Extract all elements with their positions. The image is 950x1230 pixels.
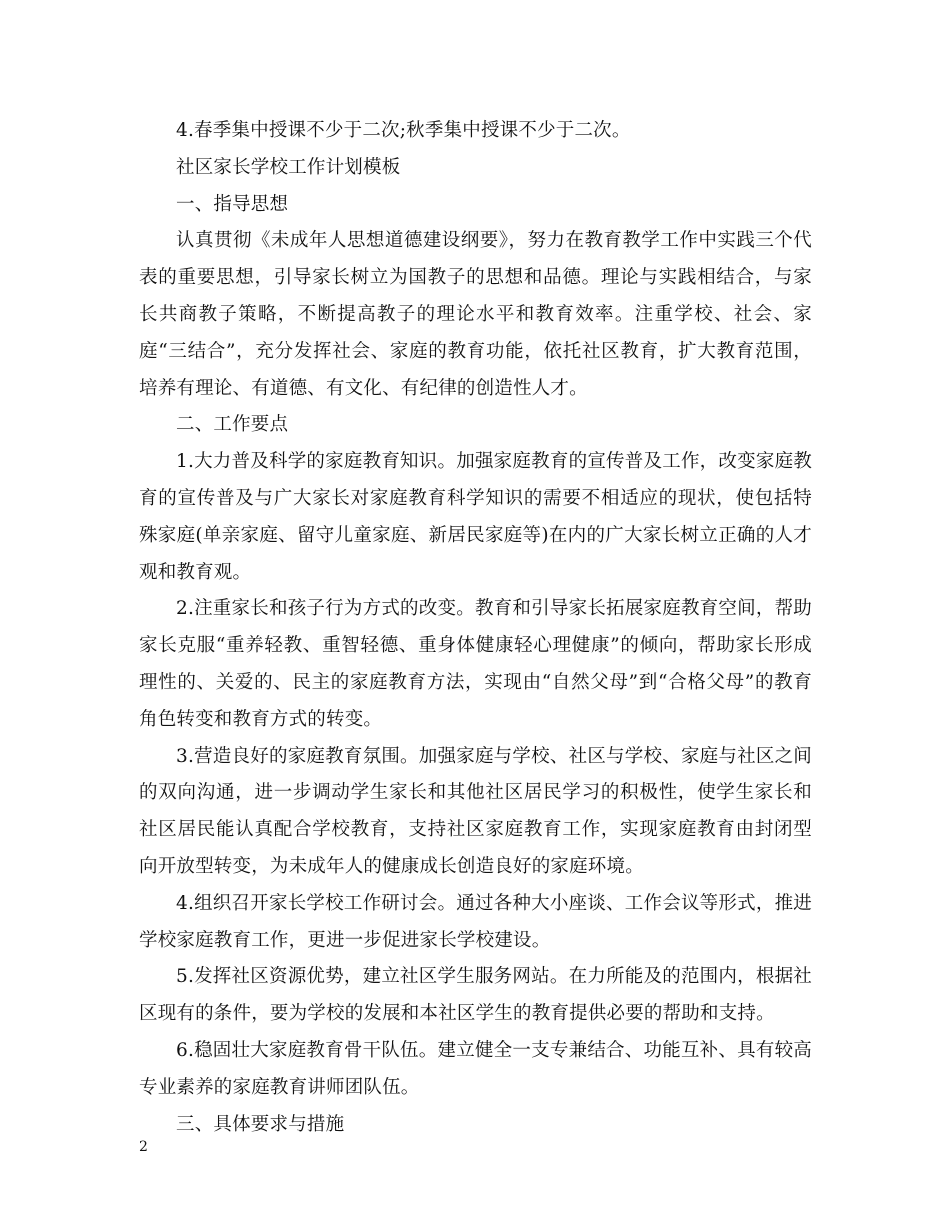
section-heading-work-points: 二、工作要点 xyxy=(176,414,289,436)
document-section-title: 社区家长学校工作计划模板 xyxy=(176,156,401,178)
section-heading-guiding-thought: 一、指导思想 xyxy=(176,193,289,215)
work-point-6: 6.稳固壮大家庭教育骨干队伍。建立健全一支专兼结合、功能互补、具有较高专业素养的家庭教育讲师团队伍。 xyxy=(139,1039,812,1098)
paragraph-item-requirement: 4.春季集中授课不少于二次;秋季集中授课不少于二次。 xyxy=(176,120,631,141)
page-number: 2 xyxy=(139,1139,148,1155)
document-body xyxy=(139,113,812,1143)
work-point-2: 2.注重家长和孩子行为方式的改变。教育和引导家长拓展家庭教育空间，帮助家长克服“重养轻教、重智轻德、重身体健康轻心理健康”的倾向，帮助家长形成理性的、关爱的、民主的家庭教育方法，实现由“自然父母”到“合格父母”的教育角色转变和教育方式的转变。 xyxy=(139,598,812,730)
section-heading-requirements: 三、具体要求与措施 xyxy=(176,1113,345,1135)
work-point-4: 4.组织召开家长学校工作研讨会。通过各种大小座谈、工作会议等形式，推进学校家庭教育工作，更进一步促进家长学校建设。 xyxy=(139,892,812,951)
work-point-1: 1.大力普及科学的家庭教育知识。加强家庭教育的宣传普及工作，改变家庭教育的宣传普及与广大家长对家庭教育科学知识的需要不相适应的现状，使包括特殊家庭(单亲家庭、留守儿童家庭、新居民家庭等)在内的广大家长树立正确的人才观和教育观。 xyxy=(139,451,812,583)
work-point-3: 3.营造良好的家庭教育氛围。加强家庭与学校、社区与学校、家庭与社区之间的双向沟通，进一步调动学生家长和其他社区居民学习的积极性，使学生家长和社区居民能认真配合学校教育，支持社区家庭教育工作，实现家庭教育由封闭型向开放型转变，为未成年人的健康成长创造良好的家庭环境。 xyxy=(139,745,812,877)
work-point-5: 5.发挥社区资源优势，建立社区学生服务网站。在力所能及的范围内，根据社区现有的条件，要为学校的发展和本社区学生的教育提供必要的帮助和支持。 xyxy=(139,966,812,1025)
paragraph-guiding-thought: 认真贯彻《未成年人思想道德建设纲要》，努力在教育教学工作中实践三个代表的重要思想，引导家长树立为国教子的思想和品德。理论与实践相结合，与家长共商教子策略，不断提高教子的理论水平和教育效率。注重学校、社会、家庭“三结合”，充分发挥社会、家庭的教育功能，依托社区教育，扩大教育范围，培养有理论、有道德、有文化、有纪律的创造性人才。 xyxy=(139,230,812,399)
